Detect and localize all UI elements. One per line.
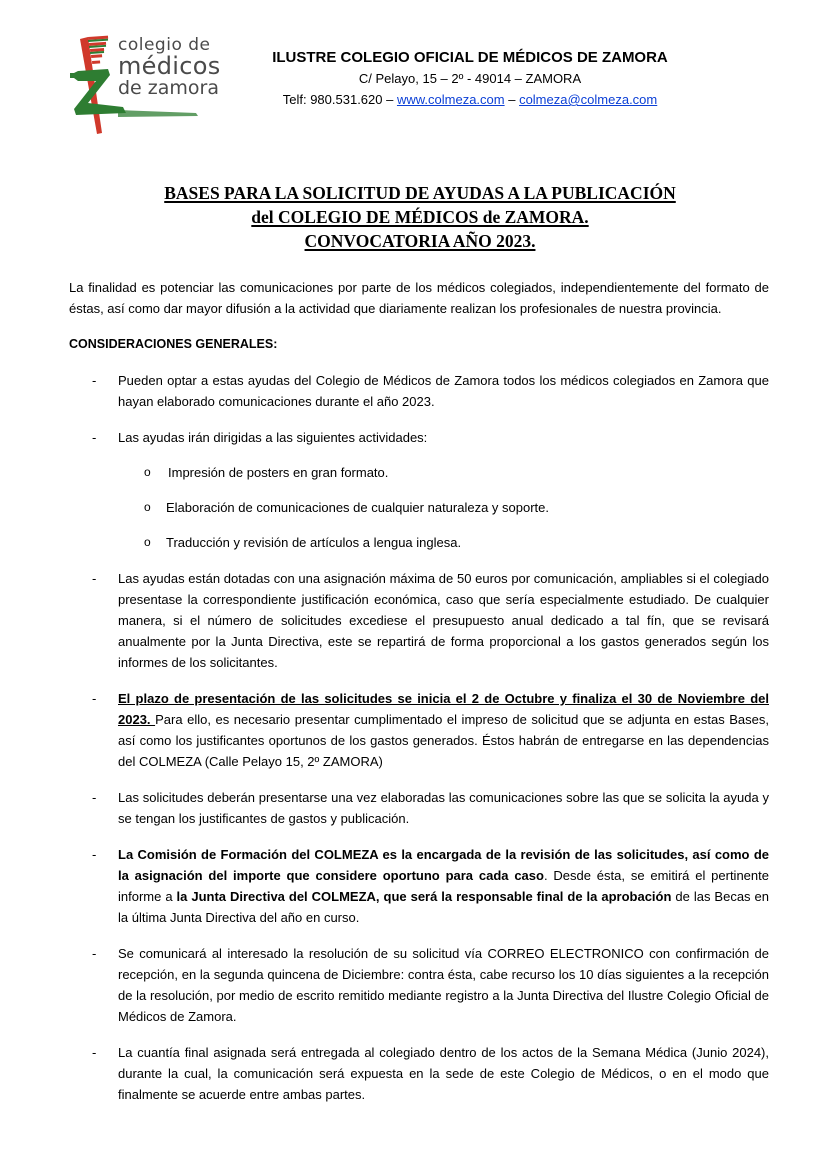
bullet-dash: -	[92, 847, 97, 862]
logo-line-3: de zamora	[118, 77, 219, 99]
brush-stroke-decoration	[118, 107, 198, 121]
phone: Telf: 980.531.620 –	[282, 92, 397, 107]
bullet-dash: -	[92, 430, 97, 445]
item-bold-text: la Junta Directiva del COLMEZA, que será la responsable final de la aprobación	[176, 889, 672, 904]
sub-list-item	[69, 497, 769, 518]
item-text: de las Becas en la última Junta Directiva del año en curso.	[118, 889, 769, 925]
bullet-circle: o	[144, 500, 151, 514]
item-text: Pueden optar a estas ayudas del Colegio de Médicos de Zamora todos los médicos colegiados en Zamora que hayan elaborado comunicaciones durante el año 2023.	[118, 373, 769, 409]
logo-line-1: colegio de	[118, 35, 211, 55]
contact-separator: –	[504, 92, 520, 107]
sub-item-text: Elaboración de comunicaciones de cualquier naturaleza y soporte.	[166, 500, 550, 515]
list-item	[69, 427, 769, 448]
sub-list-item	[69, 532, 769, 553]
item-text: Las ayudas están dotadas con una asignación máxima de 50 euros por comunicación, ampliables si el colegiado presentase la correspondiente justificación económica, caso que sería especialmente estudiado. De cualquier manera, si el número de solicitudes excediese el presupuesto anual dedicado a tal fín, que se revisará anualmente por la Junta Directiva, este se repartirá de forma proporcional a los gastos generados según los informes de los solicitantes.	[118, 571, 769, 670]
letterhead	[255, 48, 685, 110]
list-item	[69, 568, 769, 673]
title-line-2: del COLEGIO DE MÉDICOS de ZAMORA.	[251, 207, 589, 227]
logo-wordmark	[118, 37, 221, 98]
item-text: La cuantía final asignada será entregada al colegiado dentro de los actos de la Semana Médica (Junio 2024), durante la cual, la comunicación será expuesta en la sede de este Colegio de Médicos, o en el modo que finalmente se acuerde entre ambas partes.	[118, 1045, 769, 1102]
list-item	[69, 844, 769, 928]
list-item	[69, 943, 769, 1027]
item-text: Las ayudas irán dirigidas a las siguientes actividades:	[118, 430, 428, 445]
sub-item-text: Traducción y revisión de artículos a lengua inglesa.	[166, 535, 462, 550]
list-item	[69, 370, 769, 412]
colegio-logo	[68, 33, 228, 138]
document-title	[100, 181, 740, 253]
list-item	[69, 787, 769, 829]
section-heading: CONSIDERACIONES GENERALES:	[69, 337, 278, 351]
deadline-notice: El plazo de presentación de las solicitudes se inicia el 2 de Octubre y finaliza el 30 de Noviembre del 2023.	[118, 691, 769, 727]
title-line-1: BASES PARA LA SOLICITUD DE AYUDAS A LA PUBLICACIÓN	[164, 183, 676, 203]
bullet-dash: -	[92, 790, 97, 805]
item-text: Para ello, es necesario presentar cumplimentado el impreso de solicitud que se adjunta en estas Bases, así como los justificantes oportunos de los gastos generados. Éstos habrán de entregarse en las dependencias del COLMEZA (Calle Pelayo 15, 2º ZAMORA)	[118, 712, 769, 769]
bullet-dash: -	[92, 946, 97, 961]
list-item	[69, 688, 769, 772]
item-text: . Desde ésta, se emitirá el pertinente informe a	[118, 868, 769, 904]
email-link[interactable]: colmeza@colmeza.com	[519, 92, 658, 107]
website-link[interactable]: www.colmeza.com	[396, 92, 505, 107]
bullet-dash: -	[92, 691, 97, 706]
logo-line-2: médicos	[118, 52, 221, 80]
sub-list-item	[69, 462, 769, 483]
bullet-dash: -	[92, 1045, 97, 1060]
item-bold-text: La Comisión de Formación del COLMEZA es la encargada de la revisión de las solicitudes, así como de la asignación del importe que considere oportuno para cada caso	[118, 847, 769, 883]
title-line-3: CONVOCATORIA AÑO 2023.	[304, 231, 536, 251]
bullet-dash: -	[92, 373, 97, 388]
organization-name: ILUSTRE COLEGIO OFICIAL DE MÉDICOS DE ZAMORA	[272, 49, 668, 66]
sub-item-text: Impresión de posters en gran formato.	[168, 465, 389, 480]
bullet-circle: o	[144, 465, 151, 479]
list-item	[69, 1042, 769, 1105]
document-body	[69, 277, 769, 1105]
bullet-dash: -	[92, 571, 97, 586]
item-text: Las solicitudes deberán presentarse una vez elaboradas las comunicaciones sobre las que se solicita la ayuda y se tengan los justificantes de gastos y publicación.	[118, 790, 769, 826]
contact-line	[255, 89, 685, 110]
considerations-list	[69, 370, 769, 1105]
item-text: Se comunicará al interesado la resolución de su solicitud vía CORREO ELECTRONICO con confirmación de recepción, en la segunda quincena de Diciembre: contra ésta, cabe recurso los 10 días siguientes a la recepción de la resolución, por medio de escrito remitido mediante registro a la Junta Directiva del Ilustre Colegio Oficial de Médicos de Zamora.	[118, 946, 769, 1024]
bullet-circle: o	[144, 535, 151, 549]
intro-paragraph: La finalidad es potenciar las comunicaciones por parte de los médicos colegiados, independientemente del formato de éstas, así como dar mayor difusión a la actividad que diariamente realizan los profesionales de nuestra provincia.	[69, 280, 769, 316]
address: C/ Pelayo, 15 – 2º - 49014 – ZAMORA	[358, 71, 582, 86]
